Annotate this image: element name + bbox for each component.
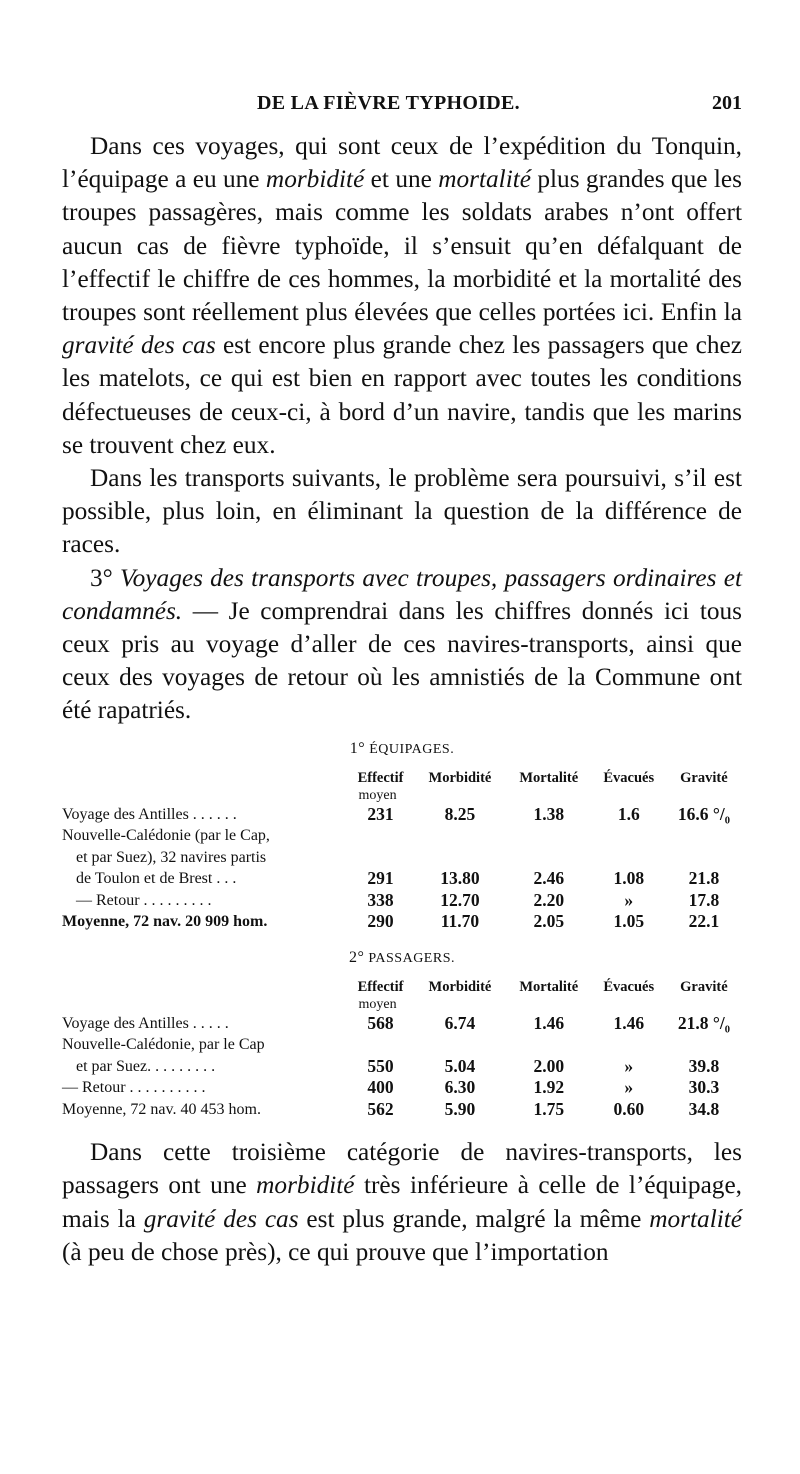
cell-gravite: 30.3 <box>688 1077 720 1098</box>
row-label-line: Nouvelle-Calédonie, par le Cap <box>62 1036 265 1054</box>
paragraph-4 <box>62 1136 742 1269</box>
table2-title <box>62 949 742 967</box>
table1-header-effectif <box>347 768 414 804</box>
cell-evacues: » <box>624 1055 634 1076</box>
h-effectif: Effectif <box>357 978 404 995</box>
table2-header-effectif <box>347 977 414 1013</box>
section-number: 3° <box>90 563 121 592</box>
p1-text-2: et une <box>364 165 439 194</box>
table1-header-gravite: Gravité <box>680 769 728 786</box>
cell-mortalite: 1.38 <box>533 803 565 824</box>
table1-heading: ÉQUIPAGES. <box>369 741 455 757</box>
table2-header-mortalite: Mortalité <box>519 978 579 995</box>
h-moyen: moyen <box>358 996 397 1012</box>
table2-header-evacues: Évacués <box>603 978 655 995</box>
book-page <box>62 92 742 1269</box>
p4-text-4: (à peu de chose près), ce qui prouve que l’importation <box>62 1237 609 1266</box>
p4-text-3: est plus grande, malgré la même <box>298 1204 650 1233</box>
row-label: Moyenne, 72 nav. 20 909 hom. <box>62 913 268 931</box>
table-passagers <box>62 977 742 1121</box>
cell-mortalite: 1.75 <box>533 1098 565 1119</box>
cell-mortalite: 1.46 <box>533 1012 565 1033</box>
running-header <box>62 92 742 130</box>
cell-gravite: 17.8 <box>688 889 720 910</box>
h-effectif: Effectif <box>357 769 404 786</box>
p1-em-gravite: gravité des cas <box>62 331 216 360</box>
cell-morbidite: 5.04 <box>444 1055 476 1076</box>
h-moyen: moyen <box>358 787 397 803</box>
p4-text-1: Dans cette troisième catégorie de navires-transports, les passagers ont une <box>62 1138 742 1200</box>
table-row <box>62 1034 742 1077</box>
cell-mortalite: 2.00 <box>533 1055 565 1076</box>
row-label-line: de Toulon et de Brest . . . <box>76 870 237 888</box>
row-label <box>62 825 347 890</box>
cell-effectif: 550 <box>367 1055 394 1076</box>
table2-header-gravite: Gravité <box>680 978 728 995</box>
cell-morbidite: 12.70 <box>440 889 480 910</box>
cell-morbidite: 6.30 <box>444 1077 476 1098</box>
cell-gravite: 16.6 °/₀ <box>677 803 730 824</box>
cell-effectif: 562 <box>367 1098 394 1119</box>
table1-header-morbidite: Morbidité <box>428 769 492 786</box>
section-title: Voyages des transports avec troupes, passagers ordinaires et condamnés. <box>62 563 742 625</box>
row-label: — Retour . . . . . . . . . . <box>62 1079 206 1097</box>
p4-em-morbidite: morbidité <box>256 1171 355 1200</box>
paragraph-1 <box>62 130 742 462</box>
running-title: DE LA FIÈVRE TYPHOIDE. <box>257 92 520 114</box>
p1-text-3: plus grandes que les troupes passagères, mais comme les soldats arabes n’ont offert aucun cas de fièvre typhoïde, il s’ensuit qu’en défalquant de l’effectif le chiffre de ces hommes, la morbidité et la mortalité des troupes sont réellement plus élevées que celles portées ici. Enfin la <box>62 165 742 327</box>
table1-title <box>62 740 742 758</box>
table2-heading: PASSAGERS. <box>368 950 455 966</box>
cell-evacues: 1.05 <box>613 911 645 932</box>
cell-evacues: 1.46 <box>613 1012 645 1033</box>
cell-morbidite: 11.70 <box>440 911 480 932</box>
table-row <box>62 804 742 826</box>
cell-mortalite: 2.20 <box>533 889 565 910</box>
cell-effectif: 231 <box>367 803 394 824</box>
cell-gravite: 22.1 <box>688 911 720 932</box>
row-label-line: Nouvelle-Calédonie (par le Cap, <box>62 827 270 845</box>
page-number: 201 <box>712 92 742 114</box>
row-label: Voyage des Antilles . . . . . . <box>62 805 237 823</box>
table-row <box>62 1077 742 1099</box>
table2-header-row <box>62 977 742 1013</box>
cell-evacues: 1.08 <box>613 868 645 889</box>
cell-mortalite: 2.46 <box>533 868 565 889</box>
cell-effectif: 291 <box>367 868 394 889</box>
table1-header-mortalite: Mortalité <box>519 769 579 786</box>
row-label-line: et par Suez. . . . . . . . . <box>76 1057 216 1075</box>
table2-header-blank <box>62 977 347 1013</box>
table2-number: 2° <box>349 948 365 966</box>
row-label: Moyenne, 72 nav. 40 453 hom. <box>62 1100 261 1118</box>
table-row <box>62 1099 742 1121</box>
cell-gravite: 39.8 <box>688 1055 720 1076</box>
cell-mortalite: 2.05 <box>533 911 565 932</box>
cell-morbidite: 5.90 <box>444 1098 476 1119</box>
table-row <box>62 911 742 933</box>
cell-evacues: 1.6 <box>617 803 640 824</box>
p1-text-1: Dans ces voyages, qui sont ceux de l’expédition du Tonquin, l’équipage a eu une <box>62 132 742 194</box>
table-row <box>62 825 742 890</box>
p4-em-gravite: gravité des cas <box>143 1204 299 1233</box>
cell-evacues: » <box>624 1077 634 1098</box>
p1-em-morbidite: morbidité <box>265 165 365 194</box>
table1-header-row <box>62 768 742 804</box>
cell-evacues: 0.60 <box>613 1098 645 1119</box>
cell-evacues: » <box>624 889 634 910</box>
cell-morbidite: 13.80 <box>440 868 480 889</box>
cell-effectif: 338 <box>367 889 394 910</box>
cell-gravite: 21.8 °/₀ <box>677 1012 730 1033</box>
row-label: — Retour . . . . . . . . . <box>76 891 212 909</box>
cell-effectif: 290 <box>367 911 394 932</box>
table1-number: 1° <box>349 739 366 757</box>
cell-morbidite: 6.74 <box>444 1012 476 1033</box>
p4-text-2: très inférieure à celle de l’équipage, mais la <box>62 1171 742 1233</box>
cell-morbidite: 8.25 <box>444 803 476 824</box>
table-equipages <box>62 768 742 933</box>
paragraph-3 <box>62 562 742 728</box>
p1-text-4: est encore plus grande chez les passagers que chez les matelots, ce qui est bien en rapport avec toutes les conditions défectueuses de ceux-ci, à bord d’un navire, tandis que les marins se trouvent chez eux. <box>62 331 742 459</box>
row-label <box>62 1034 347 1077</box>
cell-effectif: 400 <box>367 1077 394 1098</box>
table1-header-evacues: Évacués <box>603 769 655 786</box>
cell-gravite: 34.8 <box>688 1098 720 1119</box>
table-row <box>62 1013 742 1035</box>
row-label-line: et par Suez), 32 navires partis <box>76 848 267 866</box>
p4-em-mortalite: mortalité <box>649 1204 743 1233</box>
cell-mortalite: 1.92 <box>533 1077 565 1098</box>
p1-em-mortalite: mortalité <box>438 165 531 194</box>
cell-gravite: 21.8 <box>688 868 720 889</box>
table1-header-blank <box>62 768 347 804</box>
table2-header-morbidite: Morbidité <box>428 978 492 995</box>
table-row <box>62 890 742 912</box>
p3-text: — Je comprendrai dans les chiffres donnés ici tous ceux pris au voyage d’aller de ces navires-transports, ainsi que ceux des voyages de retour où les amnistiés de la Commune ont été rapatriés. <box>62 596 742 725</box>
paragraph-2: Dans les transports suivants, le problème sera poursuivi, s’il est possible, plus loin, en éliminant la question de la différence de races. <box>62 464 742 559</box>
cell-effectif: 568 <box>367 1012 394 1033</box>
row-label: Voyage des Antilles . . . . . <box>62 1014 229 1032</box>
